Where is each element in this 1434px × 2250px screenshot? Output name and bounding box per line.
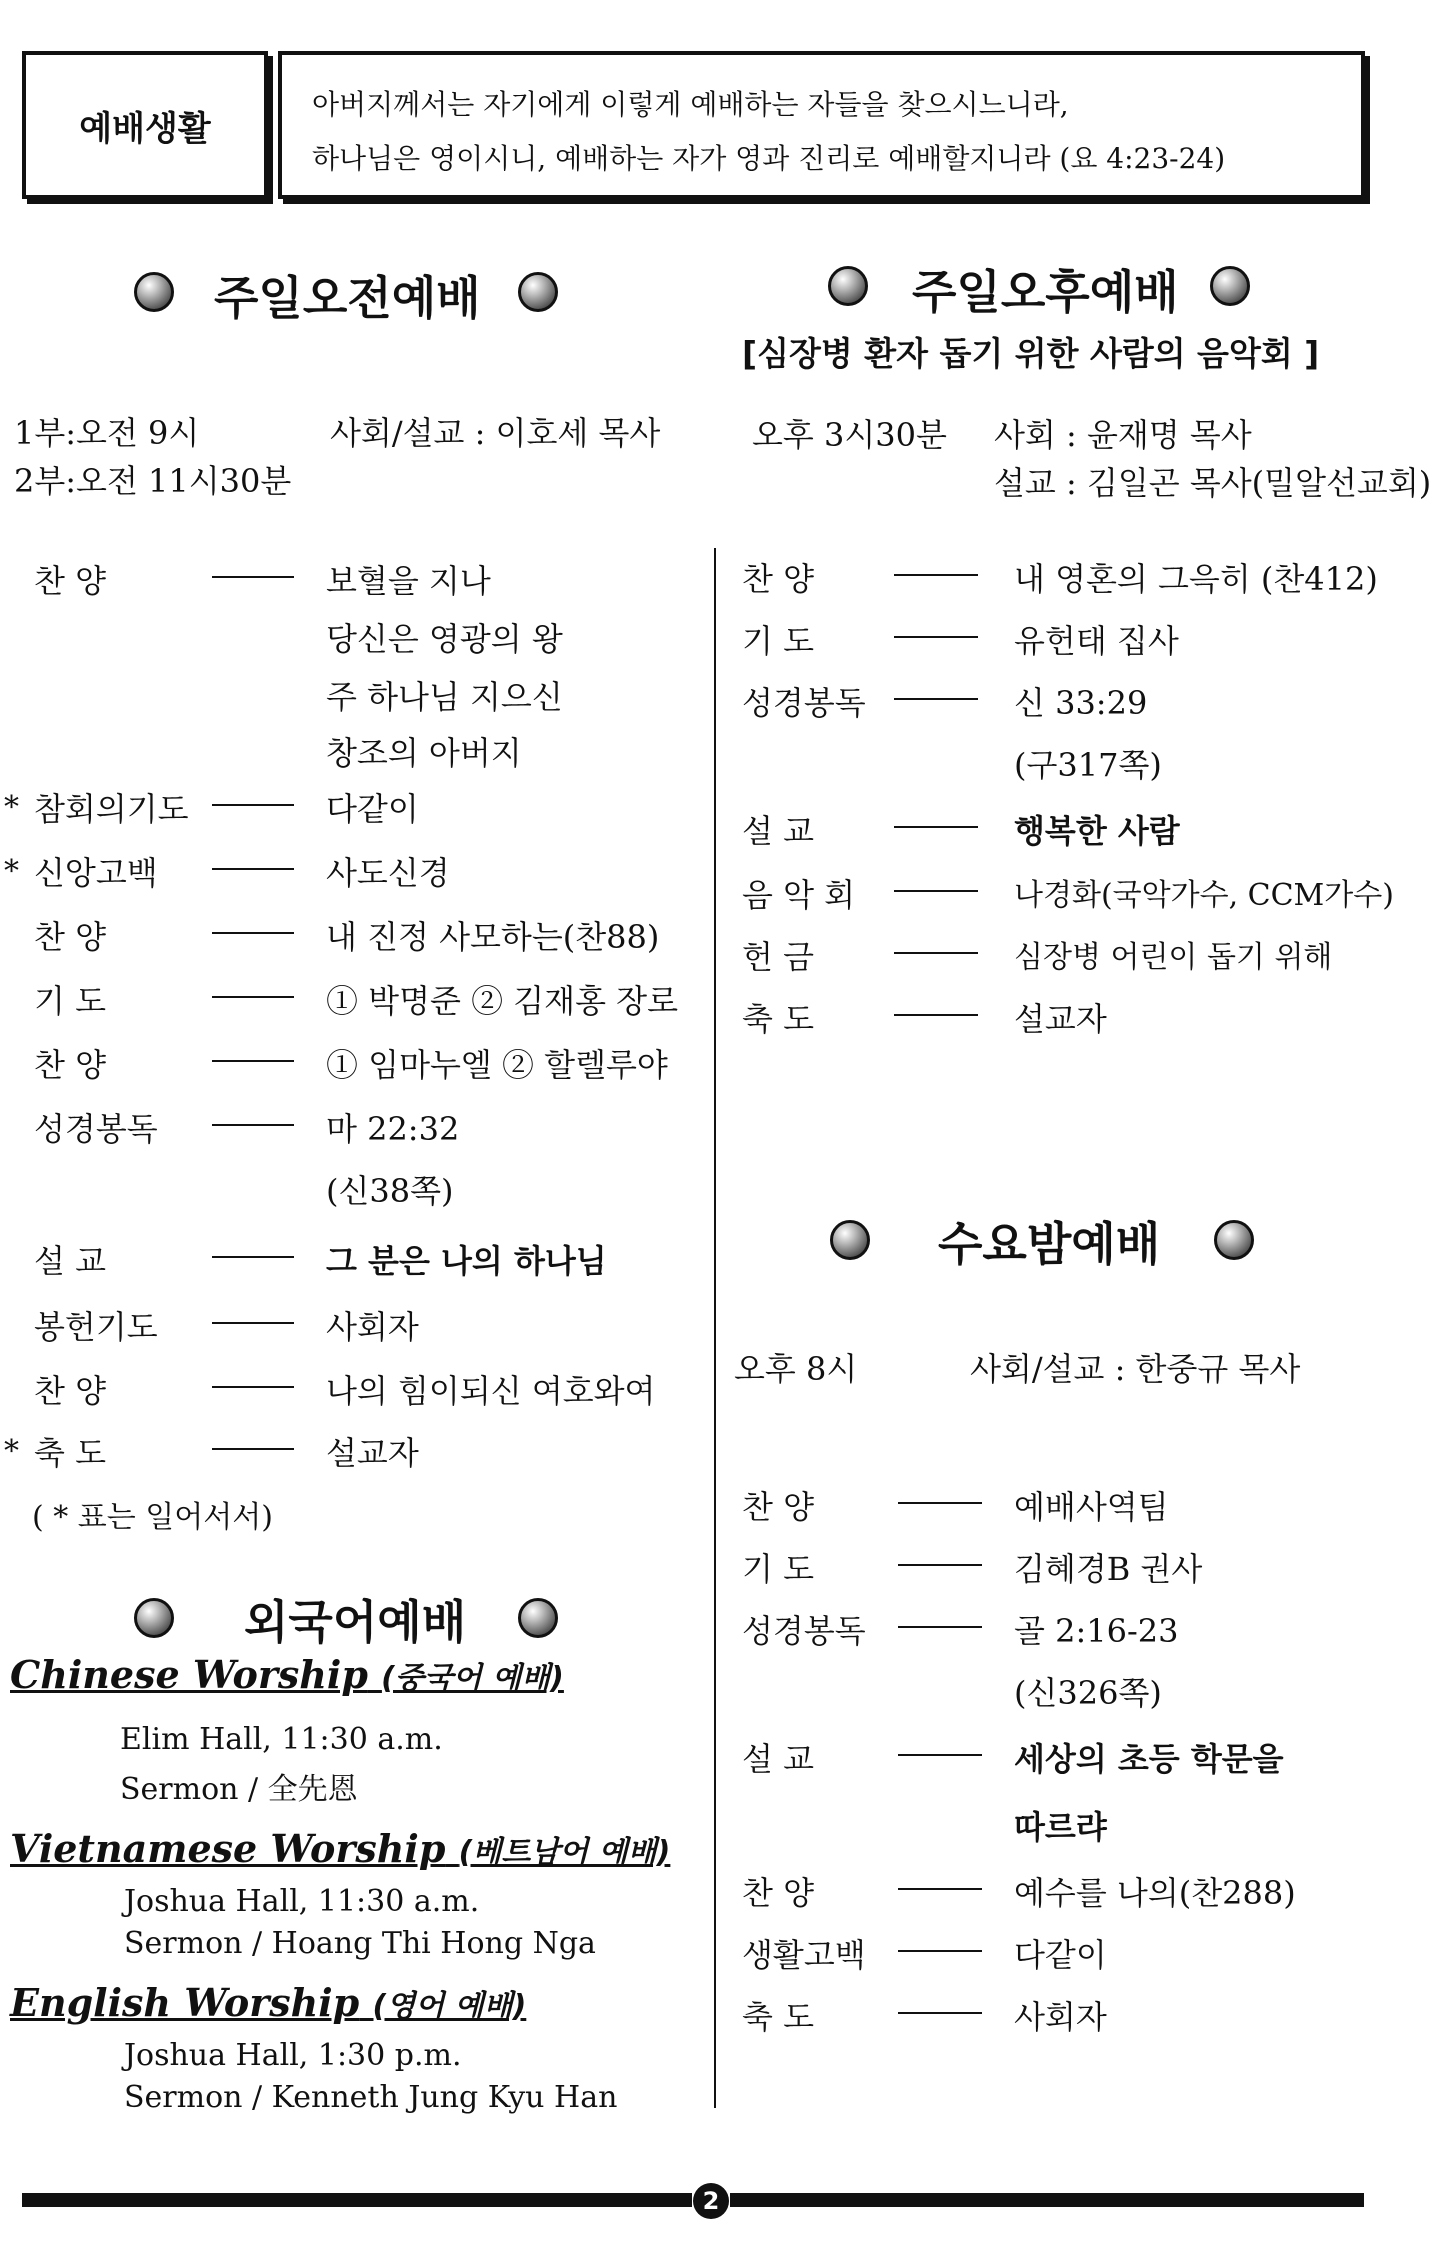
- english-sermon: Sermon / Kenneth Jung Kyu Han: [124, 2080, 618, 2115]
- order-value: (구317쪽): [1014, 746, 1162, 784]
- order-value: 내 진정 사모하는(찬88): [326, 918, 660, 956]
- order-value: 김혜경B 권사: [1014, 1550, 1203, 1588]
- order-value: 심장병 어린이 돕기 위해: [1014, 940, 1333, 975]
- bullet-ball-icon: [518, 272, 558, 312]
- order-dash: [894, 636, 978, 638]
- order-dash: [212, 1322, 294, 1324]
- sunday-afternoon-title: 주일오후예배: [912, 265, 1179, 319]
- bullet-ball-icon: [134, 1598, 174, 1638]
- order-value: 그 분은 나의 하나님: [326, 1242, 607, 1280]
- order-dash: [898, 1754, 982, 1756]
- order-dash: [212, 804, 294, 806]
- afternoon-subtitle: [심장병 환자 돕기 위한 사람의 음악회 ]: [742, 334, 1320, 373]
- english-place: Joshua Hall, 1:30 p.m.: [124, 2038, 462, 2073]
- order-label: 찬 양: [742, 1488, 814, 1526]
- footer-rule-left: [22, 2193, 692, 2207]
- wednesday-time: 오후 8시: [734, 1350, 858, 1388]
- order-dash: [894, 1014, 978, 1016]
- order-dash: [212, 576, 294, 578]
- order-label: 찬 양: [34, 562, 106, 600]
- order-dash: [894, 698, 978, 700]
- order-dash: [898, 1626, 982, 1628]
- order-dash: [894, 952, 978, 954]
- order-label: 찬 양: [34, 1372, 106, 1410]
- afternoon-preacher: 설교 : 김일곤 목사(밀알선교회): [994, 464, 1432, 502]
- column-divider: [714, 548, 716, 2108]
- bullet-ball-icon: [1214, 1220, 1254, 1260]
- order-label: 설 교: [742, 1740, 814, 1778]
- order-value: 사도신경: [326, 854, 450, 892]
- wednesday-title: 수요밤예배: [938, 1217, 1161, 1271]
- order-value: 창조의 아버지: [326, 734, 522, 772]
- order-label: 기 도: [742, 622, 814, 660]
- order-label: 헌 금: [742, 938, 814, 976]
- vietnamese-sermon: Sermon / Hoang Thi Hong Nga: [124, 1926, 596, 1961]
- order-value: 신 33:29: [1014, 684, 1148, 722]
- bullet-ball-icon: [830, 1220, 870, 1260]
- order-dash: [212, 1060, 294, 1062]
- bullet-ball-icon: [518, 1598, 558, 1638]
- order-value: 예배사역팀: [1014, 1488, 1169, 1526]
- order-value: ① 임마누엘 ② 할렐루야: [326, 1046, 668, 1084]
- order-dash: [898, 1888, 982, 1890]
- standing-mark: *: [4, 854, 19, 889]
- order-value: 내 영혼의 그윽히 (찬412): [1014, 560, 1378, 598]
- order-label: 찬 양: [34, 1046, 106, 1084]
- order-label: 기 도: [34, 982, 106, 1020]
- order-value: 골 2:16-23: [1014, 1612, 1179, 1650]
- standing-note: ( * 표는 일어서서): [32, 1500, 273, 1535]
- order-value: (신326쪽): [1014, 1674, 1162, 1712]
- order-label: 봉헌기도: [34, 1308, 158, 1346]
- morning-time-2: 2부:오전 11시30분: [14, 462, 292, 500]
- order-label: 음 악 회: [742, 876, 856, 914]
- order-value: 다같이: [1014, 1936, 1107, 1974]
- order-label: 설 교: [742, 812, 814, 850]
- bullet-ball-icon: [1210, 266, 1250, 306]
- order-dash: [898, 2012, 982, 2014]
- foreign-title: 외국어예배: [244, 1595, 467, 1649]
- order-value: 따르랴: [1014, 1808, 1107, 1846]
- afternoon-time: 오후 3시30분: [752, 416, 947, 454]
- order-dash: [212, 868, 294, 870]
- order-dash: [212, 932, 294, 934]
- order-value: ① 박명준 ② 김재홍 장로: [326, 982, 678, 1020]
- order-dash: [212, 1448, 294, 1450]
- order-label: 신앙고백: [34, 854, 158, 892]
- order-dash: [894, 826, 978, 828]
- order-value: 보혈을 지나: [326, 562, 491, 600]
- order-label: 성경봉독: [742, 1612, 866, 1650]
- order-value: 설교자: [1014, 1000, 1107, 1038]
- vietnamese-place: Joshua Hall, 11:30 a.m.: [124, 1884, 480, 1919]
- order-value: 세상의 초등 학문을: [1014, 1740, 1284, 1778]
- standing-mark: *: [4, 1434, 19, 1469]
- order-label: 성경봉독: [742, 684, 866, 722]
- wednesday-leader: 사회/설교 : 한중규 목사: [970, 1350, 1301, 1388]
- order-dash: [212, 996, 294, 998]
- bullet-ball-icon: [828, 266, 868, 306]
- order-value: 나의 힘이되신 여호와여: [326, 1372, 656, 1410]
- order-label: 찬 양: [742, 560, 814, 598]
- order-value: 유헌태 집사: [1014, 622, 1179, 660]
- section-label: 예배생활: [22, 51, 268, 199]
- order-dash: [894, 574, 978, 576]
- verse-box: [278, 51, 1365, 199]
- order-dash: [898, 1564, 982, 1566]
- order-label: 성경봉독: [34, 1110, 158, 1148]
- order-value: 다같이: [326, 790, 419, 828]
- order-value: 나경화(국악가수, CCM가수): [1014, 878, 1394, 913]
- order-value: 당신은 영광의 왕: [326, 620, 563, 658]
- order-label: 생활고백: [742, 1936, 866, 1974]
- afternoon-leader: 사회 : 윤재명 목사: [994, 416, 1252, 454]
- order-label: 축 도: [742, 1000, 814, 1038]
- order-value: (신38쪽): [326, 1172, 454, 1210]
- order-label: 참회의기도: [34, 790, 189, 828]
- order-value: 설교자: [326, 1434, 419, 1472]
- order-value: 주 하나님 지으신: [326, 678, 563, 716]
- order-dash: [212, 1256, 294, 1258]
- order-dash: [894, 890, 978, 892]
- order-label: 찬 양: [34, 918, 106, 956]
- order-value: 마 22:32: [326, 1110, 460, 1148]
- chinese-worship-title: Chinese Worship (중국어 예배): [10, 1652, 564, 1697]
- order-value: 예수를 나의(찬288): [1014, 1874, 1296, 1912]
- order-dash: [898, 1502, 982, 1504]
- order-label: 설 교: [34, 1242, 106, 1280]
- english-worship-title: English Worship (영어 예배): [10, 1980, 527, 2025]
- order-label: 축 도: [34, 1434, 106, 1472]
- order-dash: [212, 1386, 294, 1388]
- page-number: 2: [693, 2183, 729, 2219]
- order-label: 기 도: [742, 1550, 814, 1588]
- vietnamese-worship-title: Vietnamese Worship (베트남어 예배): [10, 1826, 671, 1871]
- chinese-sermon: Sermon / 全先恩: [120, 1772, 358, 1807]
- verse-line-2: 하나님은 영이시니, 예배하는 자가 영과 진리로 예배할지니라 (요 4:23-24): [312, 142, 1226, 175]
- sunday-morning-title: 주일오전예배: [214, 271, 481, 325]
- order-value: 사회자: [1014, 1998, 1107, 2036]
- morning-leader: 사회/설교 : 이호세 목사: [330, 414, 661, 452]
- order-value: 행복한 사람: [1014, 812, 1180, 850]
- footer-rule-right: [730, 2193, 1364, 2207]
- order-dash: [898, 1950, 982, 1952]
- order-label: 찬 양: [742, 1874, 814, 1912]
- standing-mark: *: [4, 790, 19, 825]
- order-label: 축 도: [742, 1998, 814, 2036]
- verse-line-1: 아버지께서는 자기에게 이렇게 예배하는 자들을 찾으시느니라,: [312, 88, 1069, 121]
- order-value: 사회자: [326, 1308, 419, 1346]
- bullet-ball-icon: [134, 272, 174, 312]
- morning-time-1: 1부:오전 9시: [14, 414, 200, 452]
- chinese-place: Elim Hall, 11:30 a.m.: [120, 1722, 443, 1757]
- order-dash: [212, 1124, 294, 1126]
